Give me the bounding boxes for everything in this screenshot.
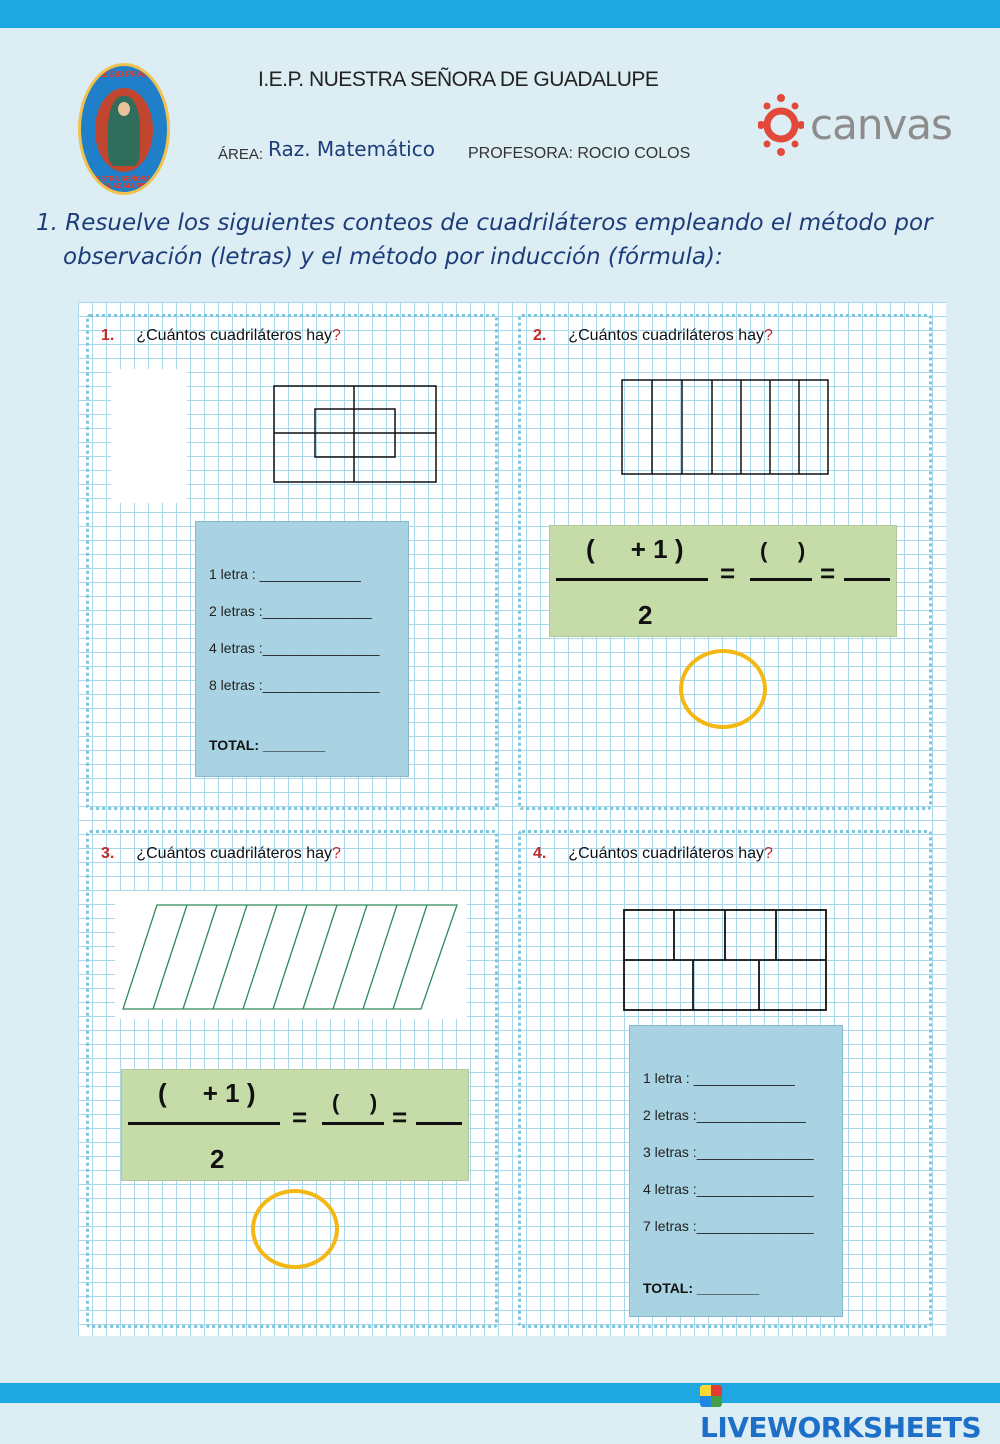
answer-line[interactable]: 3 letras :_______________ <box>643 1144 814 1160</box>
answer-line[interactable]: 2 letras :______________ <box>209 603 372 619</box>
total-line[interactable]: TOTAL: ________ <box>209 737 326 753</box>
answer-box-1 <box>195 521 409 777</box>
blank-area <box>111 369 187 503</box>
problem-panel-4 <box>518 830 932 1328</box>
figure-4 <box>623 909 829 1013</box>
answer-line[interactable]: 1 letra : _____________ <box>643 1070 795 1086</box>
liveworksheets-logo: LIVEWORKSHEETS <box>700 1378 1000 1444</box>
liveworksheets-icon <box>700 1385 722 1407</box>
formula-box-3: ( + 1 ) 2 = ( ) = <box>121 1069 469 1181</box>
answer-line[interactable]: 8 letras :_______________ <box>209 677 380 693</box>
answer-line[interactable]: 4 letras :_______________ <box>209 640 380 656</box>
instruction-line-1: 1. Resuelve los siguientes conteos de cuadriláteros empleando el método por <box>36 210 933 236</box>
answer-circle-2[interactable] <box>679 649 767 729</box>
total-line[interactable]: TOTAL: ________ <box>643 1280 760 1296</box>
formula-box-2: ( + 1 ) 2 = ( ) = <box>549 525 897 637</box>
school-logo: COLEGIO PRIVADO NUESTRA SEÑORA DE GUADALUPE <box>78 63 170 195</box>
answer-line[interactable]: 2 letras :______________ <box>643 1107 806 1123</box>
top-bar <box>0 0 1000 28</box>
answer-circle-3[interactable] <box>251 1189 339 1269</box>
figure-2 <box>621 379 831 477</box>
problem-panel-1 <box>86 314 498 810</box>
area-label: ÁREA: <box>218 146 264 163</box>
canvas-logo-icon <box>758 92 804 158</box>
question-3: 3. ¿Cuántos cuadriláteros hay? <box>101 845 341 862</box>
figure-1 <box>273 385 439 485</box>
instruction <box>36 206 986 274</box>
instruction-line-2: observación (letras) y el método por inducción (fórmula): <box>63 244 723 270</box>
school-name: I.E.P. NUESTRA SEÑORA DE GUADALUPE <box>258 68 659 91</box>
question-2: 2. ¿Cuántos cuadriláteros hay? <box>533 327 773 344</box>
question-1: 1. ¿Cuántos cuadriláteros hay? <box>101 327 341 344</box>
question-4: 4. ¿Cuántos cuadriláteros hay? <box>533 845 773 862</box>
figure-3 <box>121 903 461 1011</box>
teacher-name: PROFESORA: ROCIO COLOS <box>468 145 691 162</box>
canvas-brand: canvas <box>810 100 952 149</box>
problem-panel-2 <box>518 314 932 810</box>
worksheet-grid <box>78 302 946 1336</box>
problem-panel-3 <box>86 830 498 1328</box>
answer-line[interactable]: 4 letras :_______________ <box>643 1181 814 1197</box>
answer-box-4 <box>629 1025 843 1317</box>
answer-line[interactable]: 7 letras :_______________ <box>643 1218 814 1234</box>
area-value: Raz. Matemático <box>268 137 435 161</box>
answer-line[interactable]: 1 letra : _____________ <box>209 566 361 582</box>
